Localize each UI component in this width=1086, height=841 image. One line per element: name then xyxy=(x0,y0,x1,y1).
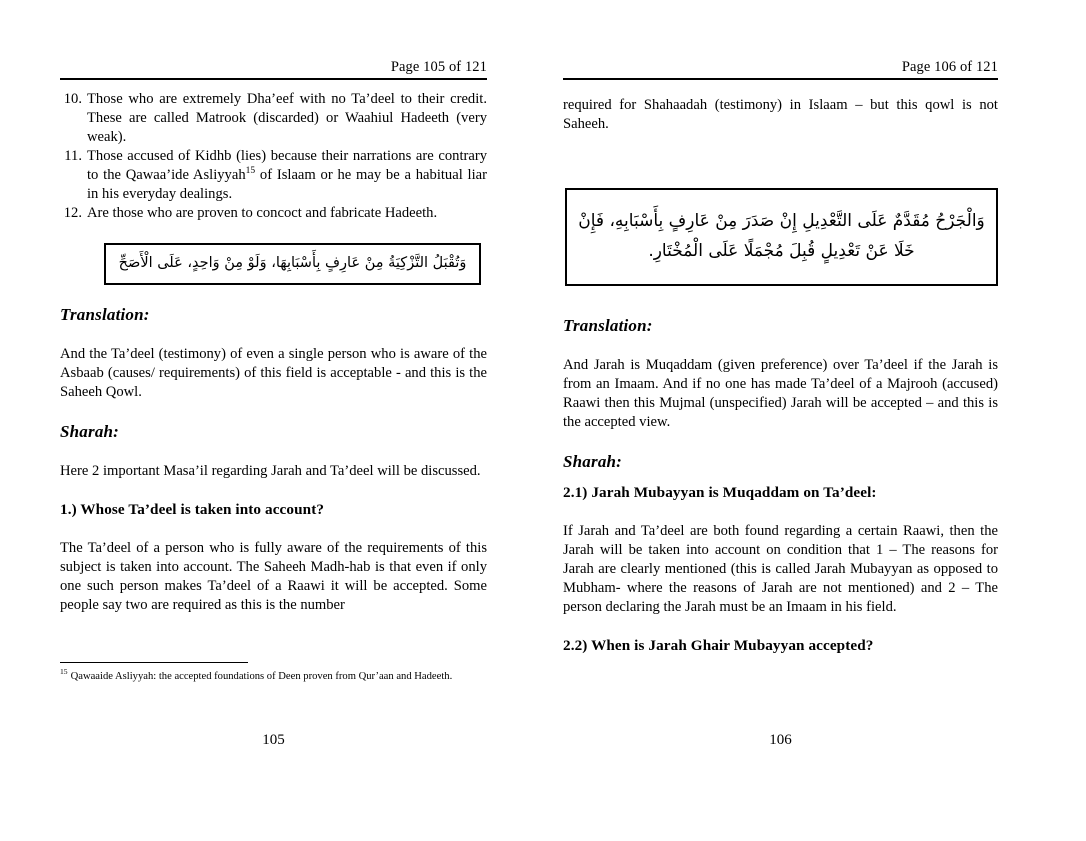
list-item-text-post-footnote: of Islaam or he may be a habitual liar in his everyday dealings. xyxy=(87,166,487,202)
list-item xyxy=(60,147,487,204)
translation-text-left: And the Ta’deel (testimony) of even a single person who is aware of the Asbaab (causes/ requirements) of this field is acceptable - and this is the Saheeh Qowl. xyxy=(60,345,487,400)
footnote-body: Qawaaide Asliyyah: the accepted foundations of Deen proven from Qur’aan and Hadeeth. xyxy=(70,671,453,682)
subheading-2-2: 2.2) When is Jarah Ghair Mubayyan accepted? xyxy=(563,636,874,654)
list-item-number: 12. xyxy=(63,204,82,221)
subheading-1: 1.) Whose Ta’deel is taken into account? xyxy=(60,500,325,518)
left-header-zone xyxy=(60,0,487,80)
numbered-list-left xyxy=(60,90,487,223)
translation-heading-right: Translation: xyxy=(563,315,653,335)
list-item-text xyxy=(87,147,487,204)
arabic-quote-text: وَتُقْبَلُ التَّزْكِيَةُ مِنْ عَارِفٍ بِأَسْبَابِهَا، وَلَوْ مِنْ وَاحِدٍ، عَلَى الْأَصَحِّ xyxy=(118,255,467,272)
footnote-zone-left xyxy=(60,662,487,684)
footnote-separator-rule xyxy=(60,662,248,663)
subheading-2-1: 2.1) Jarah Mubayyan is Muqaddam on Ta’deel: xyxy=(563,483,877,501)
list-item-number: 10. xyxy=(63,90,82,107)
page-header-left: Page 105 of 121 xyxy=(390,59,487,75)
list-item-text: Those who are extremely Dha’eef with no Ta’deel to their credit. These are called Matrook (discarded) or Waahiul Hadeeth (very weak). xyxy=(87,90,487,145)
subheading-1-body: The Ta’deel of a person who is fully aware of the requirements of this subject is taken into account. The Saheeh Madh-hab is that even if only one such person makes Ta’deel of a Raawi it will be accepted. Some people say two are required as this is the number xyxy=(60,539,487,613)
folio-right: 106 xyxy=(769,732,792,748)
sharah-intro-left: Here 2 important Masa’il regarding Jarah and Ta’deel will be discussed. xyxy=(60,462,481,479)
arabic-quote-box-right xyxy=(565,188,998,286)
footnote-number: 15 xyxy=(60,667,68,677)
sharah-heading-right: Sharah: xyxy=(563,451,623,471)
translation-text-right: And Jarah is Muqaddam (given preference) over Ta’deel if the Jarah is from an Imaam. And if no one has made Ta’deel of a Majrooh (accused) Raawi then this Mujmal (unspecified) Jarah will be accepted – and this is the accepted view. xyxy=(563,356,998,430)
right-header-zone xyxy=(563,0,998,80)
list-item xyxy=(60,90,487,147)
arabic-quote-box-left xyxy=(104,243,481,285)
list-item-text: Are those who are proven to concoct and fabricate Hadeeth. xyxy=(87,204,438,221)
footnote-text xyxy=(60,669,487,684)
page-header-right: Page 106 of 121 xyxy=(901,59,998,75)
list-item xyxy=(60,204,487,223)
header-rule-left xyxy=(60,78,487,80)
footnote-marker-inline: 15 xyxy=(245,165,256,176)
page-right xyxy=(543,0,1086,841)
subheading-2-1-body: If Jarah and Ta’deel are both found regarding a certain Raawi, then the Jarah will be taken into account on condition that 1 – The reasons for Jarah are clearly mentioned (this is called Jarah Mubayyan as opposed to Mubham- where the reasons of Jarah are not mentioned) and 2 – The person declaring the Jarah must be an Imaam in his field. xyxy=(563,522,998,615)
folio-left: 105 xyxy=(262,732,285,748)
sharah-heading-left: Sharah: xyxy=(60,421,120,441)
list-item-number: 11. xyxy=(64,147,82,164)
continuation-text-right: required for Shahaadah (testimony) in Islaam – but this qowl is not Saheeh. xyxy=(563,96,998,132)
translation-heading-left: Translation: xyxy=(60,304,150,324)
arabic-quote-text: وَالْجَرْحُ مُقَدَّمٌ عَلَى التَّعْدِيلِ إِنْ صَدَرَ مِنْ عَارِفٍ بِأَسْبَابِهِ، فَإِنْ خَلَا عَنْ تَعْدِيلٍ قُبِلَ مُجْمَلًا عَلَى الْمُخْتَارِ. xyxy=(578,211,985,261)
list-item-text-pre-footnote: Those accused of Kidhb (lies) because their narrations are contrary to the Qawaa’ide Asliyyah xyxy=(87,147,487,183)
header-rule-right xyxy=(563,78,998,80)
